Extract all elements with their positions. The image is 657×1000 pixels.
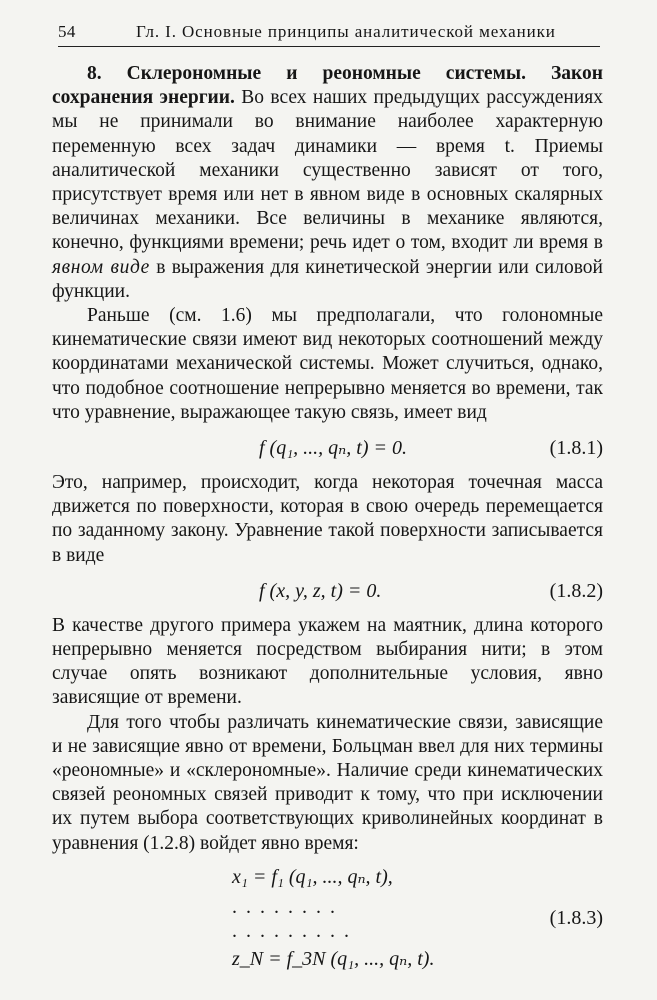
paragraph-5: Для того чтобы различать кинематические связи, зависящие и не зависящие явно от времени, Больцман ввел для них термины «реономные» и «склерономные». Наличие среди кинематических связей реономных связей приводит к тому, что при исключении их путем выбора соответствующих криволинейных координат в уравнения (1.2.8) войдет явно время: [52, 711, 603, 854]
system-dots-row-2: ......... [232, 919, 358, 942]
equation-1-8-2 [52, 568, 603, 614]
paragraph-4: В качестве другого примера укажем на маятник, длина которого непрерывно меняется посредством выбирания нити; в этом случае опять возникают дополнительные условия, явно зависящие от времени. [52, 614, 603, 709]
paragraph-3: Это, например, происходит, когда некоторая точечная масса движется по поверхности, которая в свою очередь перемещается по заданному закону. Уравнение такой поверхности записывается в виде [52, 472, 603, 566]
system-dots-row-1: ........ [232, 895, 344, 918]
system-row-last: z_N = f_3N (q₁, ..., qₙ, t). [232, 947, 435, 970]
equation-1-8-1 [52, 425, 603, 471]
equation-1-8-2-formula: f (x, y, z, t) = 0. [259, 579, 382, 602]
page-number: 54 [58, 22, 76, 41]
equation-1-8-2-number: (1.8.2) [549, 579, 603, 602]
page-body [52, 62, 603, 974]
paragraph-2: Раньше (см. 1.6) мы предполагали, что голономные кинематические связи имеют вид некоторых соотношений между координатами механической системы. Может случиться, однако, что подобное соотношение непрерывно меняется во времени, так что уравнение, выражающее такую связь, имеет вид [52, 305, 603, 423]
system-row-first: x₁ = f₁ (q₁, ..., qₙ, t), [232, 865, 393, 888]
section-heading: 8. Склерономные и реономные системы. Закон сохранения энергии. [52, 63, 603, 109]
equation-1-8-1-formula: f (q₁, ..., qₙ, t) = 0. [259, 437, 407, 460]
running-title: Гл. I. Основные принципы аналитической механики [136, 22, 556, 41]
equation-system-1-8-3 [52, 864, 603, 974]
emphasis-explicit-form: явном виде [52, 256, 150, 278]
page-header [58, 18, 600, 47]
equation-1-8-3-number: (1.8.3) [549, 906, 603, 929]
paragraph-1-tail: в выражения для кинетической энергии или силовой функции. [52, 256, 603, 302]
paragraph-1-text: Во всех наших предыдущих рассуждениях мы не принимали во внимание наиболее характерную переменную всех задач динамики — время t. Приемы аналитической механики существенно зависят от того, присутствует время или нет в явном виде в основных скалярных величинах механики. Все величины в механике являются, конечно, функциями времени; речь идет о том, входит ли время в [52, 87, 603, 254]
equation-1-8-1-number: (1.8.1) [549, 437, 603, 460]
paragraph-1 [52, 62, 603, 304]
